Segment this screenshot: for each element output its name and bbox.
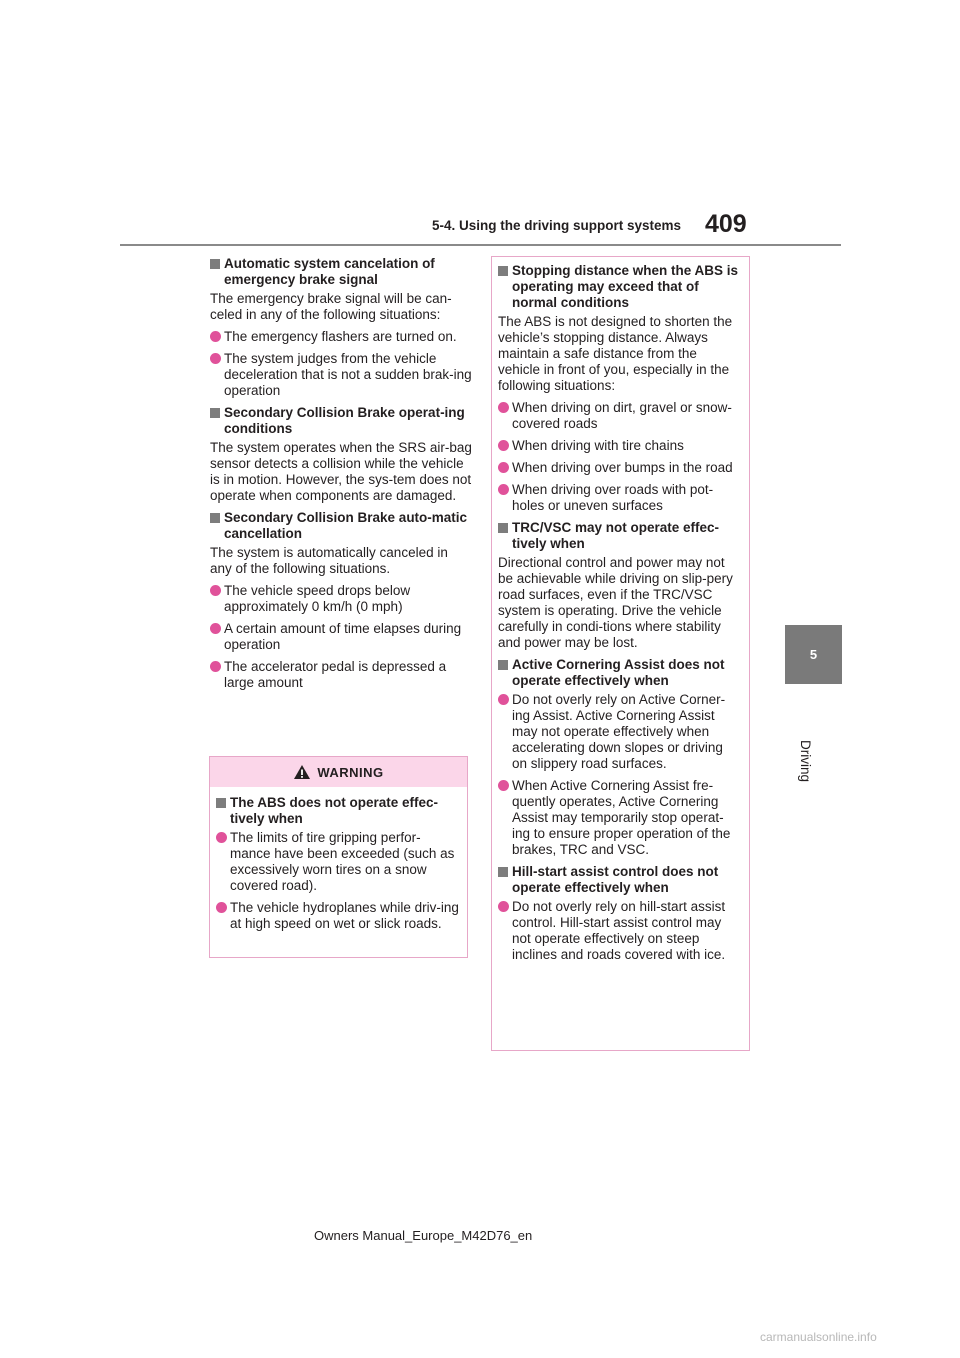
warning-box xyxy=(209,756,468,958)
heading-square-icon xyxy=(498,660,508,670)
heading-text: The ABS does not operate effec-tively when xyxy=(230,795,439,826)
heading-square-icon xyxy=(498,266,508,276)
list-item-text: The limits of tire gripping perfor-mance have been exceeded (such as excessively worn tires on a snow covered road). xyxy=(230,830,455,893)
list-item xyxy=(498,400,741,432)
heading-text: Hill-start assist control does not operate effectively when xyxy=(512,864,719,895)
section-heading xyxy=(210,510,472,542)
paragraph: The ABS is not designed to shorten the vehicle’s stopping distance. Always maintain a safe distance from the vehicle in front of you, especially in the following situations: xyxy=(498,314,733,393)
warning-header xyxy=(210,757,467,787)
list-item-text: Do not overly rely on Active Corner-ing Assist. Active Cornering Assist may not operate effectively when accelerating down slopes or driving on slippery road surfaces. xyxy=(512,692,726,771)
section-heading xyxy=(498,657,741,689)
list-item-text: The vehicle speed drops below approximately 0 km/h (0 mph) xyxy=(224,583,411,614)
list-item xyxy=(210,621,472,653)
bullet-dot-icon xyxy=(210,585,221,596)
heading-square-icon xyxy=(216,798,226,808)
bullet-dot-icon xyxy=(498,694,509,705)
footer-text: Owners Manual_Europe_M42D76_en xyxy=(314,1228,533,1243)
list-item xyxy=(210,351,472,399)
heading-text: Secondary Collision Brake auto-matic cancellation xyxy=(224,510,468,541)
bullet-dot-icon xyxy=(498,484,509,495)
section-heading xyxy=(498,263,741,311)
section-heading xyxy=(210,256,472,288)
bullet-dot-icon xyxy=(210,623,221,634)
bullet-dot-icon xyxy=(216,902,227,913)
chapter-number: 5 xyxy=(809,647,818,662)
list-item-text: When driving on dirt, gravel or snow-covered roads xyxy=(512,400,732,431)
section-heading xyxy=(216,795,461,827)
header-divider xyxy=(120,244,841,246)
list-item-text: The emergency flashers are turned on. xyxy=(224,329,457,344)
heading-text: Stopping distance when the ABS is operating may exceed that of normal conditions xyxy=(512,263,739,310)
list-item-text: The system judges from the vehicle deceleration that is not a sudden brak-ing operation xyxy=(224,351,472,398)
left-column xyxy=(210,256,472,697)
list-item-text: When driving with tire chains xyxy=(512,438,684,453)
list-item xyxy=(498,899,741,963)
watermark[interactable]: carmanualsonline.info xyxy=(760,1330,877,1344)
list-item-text: A certain amount of time elapses during operation xyxy=(224,621,462,652)
list-item xyxy=(216,830,461,894)
section-heading xyxy=(210,405,472,437)
list-item-text: The vehicle hydroplanes while driv-ing at high speed on wet or slick roads. xyxy=(230,900,459,931)
paragraph: Directional control and power may not be achievable while driving on slip-pery road surfaces, even if the TRC/VSC system is operating. Drive the vehicle carefully in condi-tions where stability and power may be lost. xyxy=(498,555,733,650)
section-heading xyxy=(498,520,741,552)
list-item xyxy=(498,438,741,454)
bullet-dot-icon xyxy=(210,353,221,364)
list-item xyxy=(210,659,472,691)
paragraph: The system operates when the SRS air-bag sensor detects a collision while the vehicle is in motion. However, the sys-tem does not operate when components are damaged. xyxy=(210,440,472,503)
list-item xyxy=(210,583,472,615)
section-title: 5-4. Using the driving support systems xyxy=(432,218,682,233)
right-caution-box xyxy=(491,256,750,1051)
heading-square-icon xyxy=(498,867,508,877)
paragraph: The emergency brake signal will be can-celed in any of the following situations: xyxy=(210,291,452,322)
chapter-tab[interactable] xyxy=(785,625,842,684)
bullet-dot-icon xyxy=(498,901,509,912)
list-item xyxy=(498,692,741,772)
list-item xyxy=(216,900,461,932)
warning-body xyxy=(210,787,467,932)
bullet-dot-icon xyxy=(210,331,221,342)
heading-square-icon xyxy=(210,408,220,418)
list-item-text: Do not overly rely on hill-start assist control. Hill-start assist control may not operate effectively on steep inclines and roads covered with ice. xyxy=(512,899,726,962)
list-item-text: The accelerator pedal is depressed a large amount xyxy=(224,659,447,690)
paragraph: The system is automatically canceled in any of the following situations. xyxy=(210,545,448,576)
list-item xyxy=(498,460,741,476)
bullet-dot-icon xyxy=(498,780,509,791)
page-number: 409 xyxy=(705,210,747,238)
heading-square-icon xyxy=(210,513,220,523)
list-item-text: When driving over bumps in the road xyxy=(512,460,733,475)
list-item-text: When driving over roads with pot-holes or uneven surfaces xyxy=(512,482,714,513)
heading-text: Automatic system cancelation of emergency brake signal xyxy=(224,256,435,287)
heading-text: Secondary Collision Brake operat-ing conditions xyxy=(224,405,465,436)
heading-square-icon xyxy=(210,259,220,269)
list-item xyxy=(210,329,472,345)
heading-text: TRC/VSC may not operate effec-tively when xyxy=(512,520,720,551)
list-item xyxy=(498,482,741,514)
chapter-label: Driving xyxy=(798,740,813,783)
warning-triangle-icon xyxy=(293,764,311,780)
heading-square-icon xyxy=(498,523,508,533)
bullet-dot-icon xyxy=(498,462,509,473)
bullet-dot-icon xyxy=(498,402,509,413)
heading-text: Active Cornering Assist does not operate effectively when xyxy=(512,657,725,688)
bullet-dot-icon xyxy=(498,440,509,451)
section-heading xyxy=(498,864,741,896)
list-item-text: When Active Cornering Assist fre-quently operates, Active Cornering Assist may temporarily stop operat-ing to ensure proper operation of the brakes, TRC and VSC. xyxy=(512,778,731,857)
warning-label: WARNING xyxy=(317,764,384,780)
list-item xyxy=(498,778,741,858)
bullet-dot-icon xyxy=(216,832,227,843)
bullet-dot-icon xyxy=(210,661,221,672)
